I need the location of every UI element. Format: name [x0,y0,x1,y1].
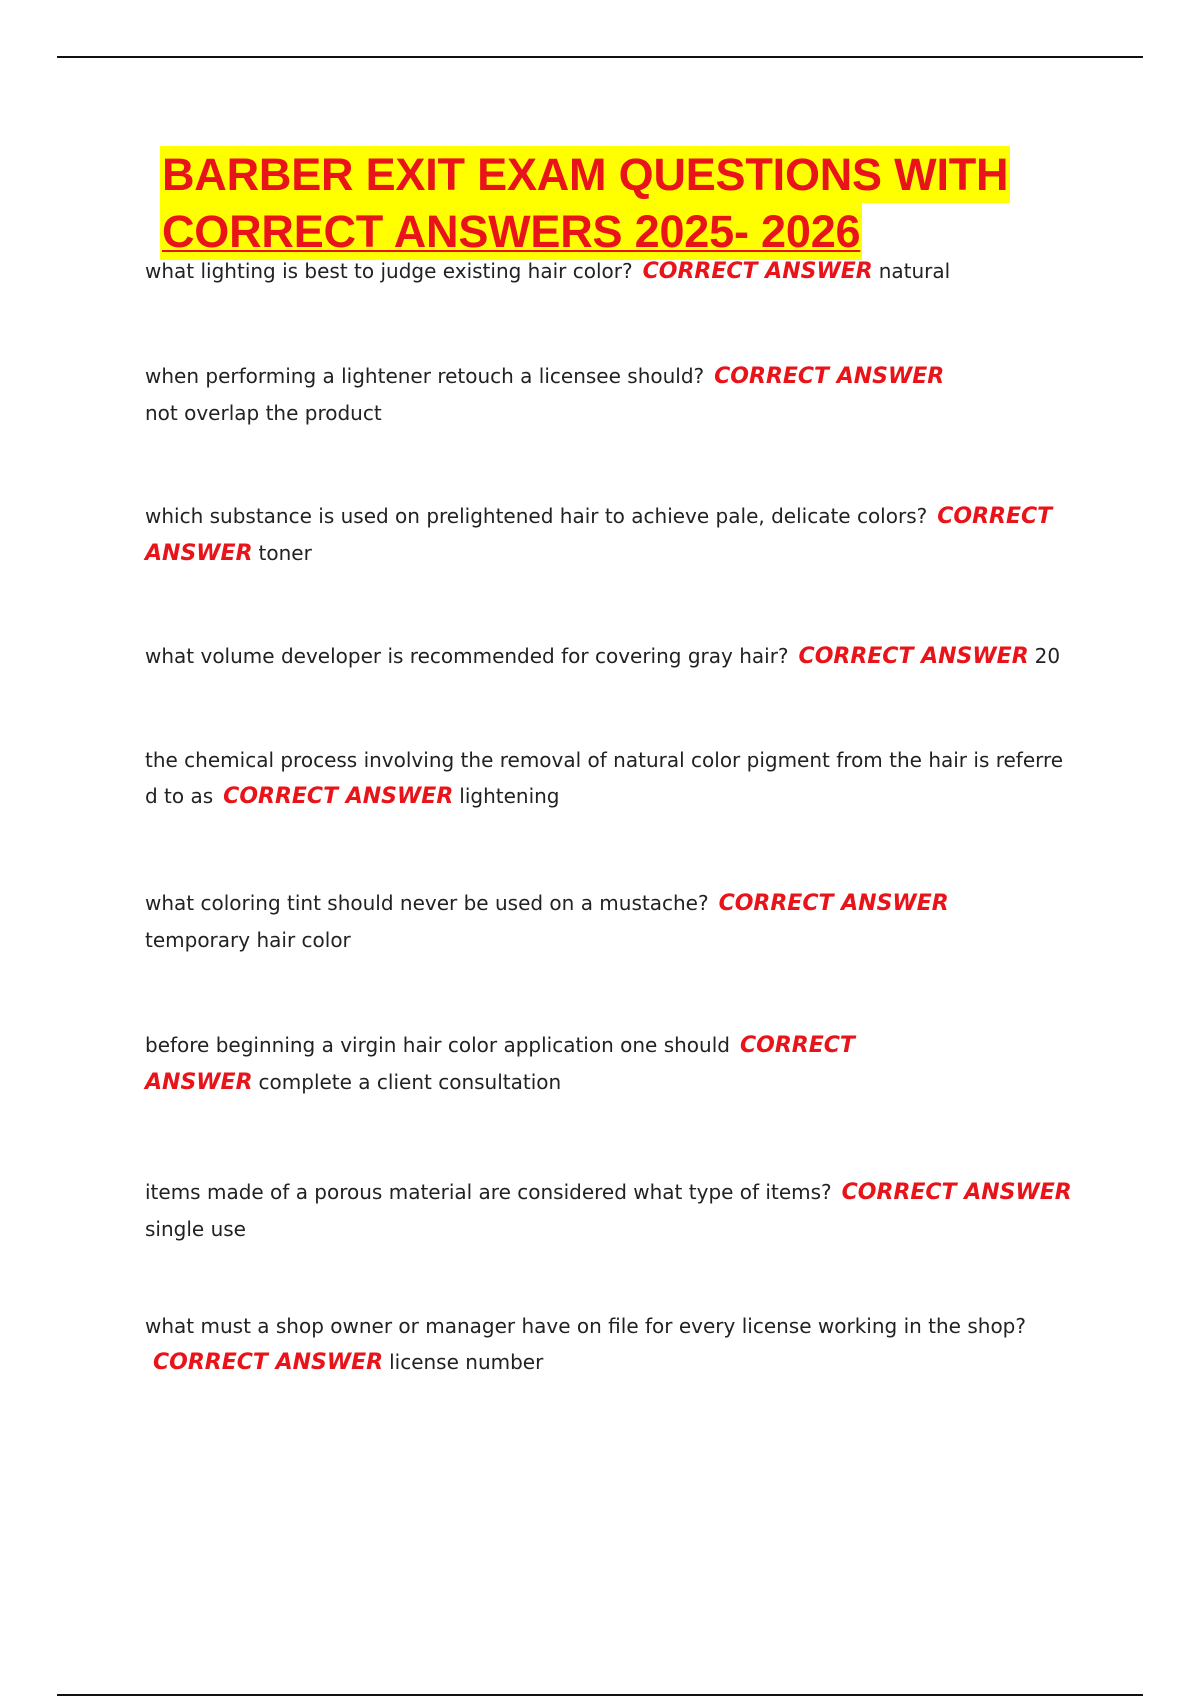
top-rule [57,56,1143,58]
correct-answer-marker: CORRECT ANSWER [798,644,1029,669]
qa-item-2 [145,358,1085,431]
qa-item-1 [145,253,1085,290]
correct-answer-marker: CORRECT ANSWER [841,1180,1072,1205]
qa-item-7 [145,1027,1085,1101]
answer-text: complete a client consultation [258,1070,562,1094]
document-title [160,146,1080,260]
qa-item-5 [145,742,1085,815]
answer-text: lightening [459,784,560,808]
question-text: what coloring tint should never be used on a mustache? [145,891,709,915]
correct-answer-marker: CORRECT ANSWER [642,259,873,284]
question-text: what lighting is best to judge existing hair color? [145,259,633,283]
correct-answer-marker-part2: ANSWER [145,541,253,566]
answer-text: toner [258,541,312,565]
answer-text: 20 [1034,644,1061,668]
question-text: the chemical process involving the removal of natural color pigment from the hair is referre [145,748,1064,772]
correct-answer-marker: CORRECT ANSWER [714,364,945,389]
question-text: what must a shop owner or manager have on file for every license working in the shop? [145,1314,1026,1338]
qa-item-9 [145,1308,1085,1381]
correct-answer-marker-part2: ANSWER [145,1070,253,1095]
question-text: which substance is used on prelightened hair to achieve pale, delicate colors? [145,504,928,528]
title-line-2: CORRECT ANSWERS 2025- 2026 [160,203,862,260]
qa-item-4 [145,638,1085,675]
answer-text: temporary hair color [145,928,351,952]
question-text: when performing a lightener retouch a licensee should? [145,364,705,388]
answer-text: single use [145,1217,246,1241]
title-line-1: BARBER EXIT EXAM QUESTIONS WITH [160,146,1010,203]
qa-item-3 [145,498,1085,572]
answer-text: license number [389,1350,544,1374]
answer-text: not overlap the product [145,401,382,425]
question-text: before beginning a virgin hair color application one should [145,1033,730,1057]
correct-answer-marker: CORRECT ANSWER [153,1350,384,1375]
qa-item-8 [145,1174,1085,1247]
correct-answer-marker: CORRECT ANSWER [223,784,454,809]
qa-item-6 [145,885,1085,958]
answer-text: natural [878,259,951,283]
bottom-rule [57,1694,1143,1696]
question-text-continued: d to as [145,784,214,808]
correct-answer-marker-part1: CORRECT [937,504,1053,529]
question-text: items made of a porous material are considered what type of items? [145,1180,832,1204]
correct-answer-marker-part1: CORRECT [739,1033,855,1058]
correct-answer-marker: CORRECT ANSWER [718,891,949,916]
question-text: what volume developer is recommended for covering gray hair? [145,644,789,668]
